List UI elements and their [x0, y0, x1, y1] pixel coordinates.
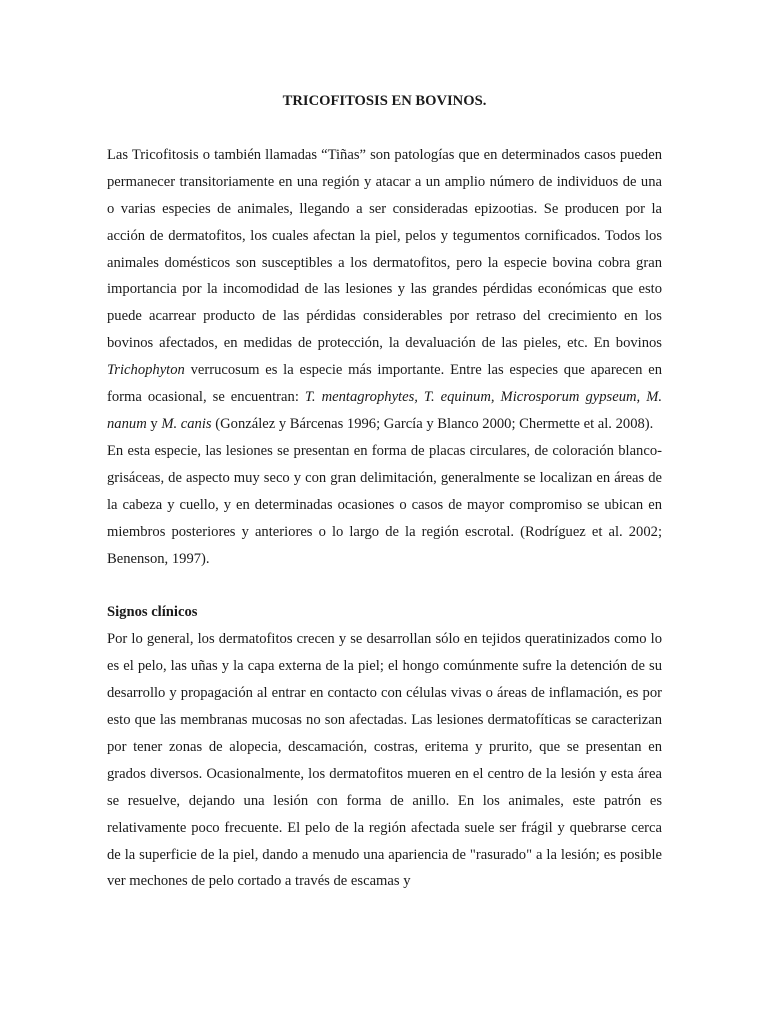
spacer — [107, 572, 662, 599]
paragraph-intro-text: Las Tricofitosis o también llamadas “Tiñas” son patologías que en determinados casos pueden permanecer transitoriamente en una región y atacar a un amplio número de individuos de una o varias especies de animales, llegando a ser consideradas epizootias. Se producen por la acción de dermatofitos, los cuales afectan la piel, pelos y tegumentos cornificados. Todos los animales domésticos son susceptibles a los dermatofitos, pero la especie bovina cobra gran importancia por la incomodidad de las lesiones y las grandes pérdidas económicas que esto puede acarrear producto de las pérdidas considerables por retraso del crecimiento en los bovinos afectados, en medidas de protección, la devaluación de las pieles, etc. En bovinos — [107, 146, 662, 352]
species-list: T. mentagrophytes, T. equinum, Microsporum gypseum, M. nanum — [107, 389, 663, 432]
paragraph-clinical-signs: Por lo general, los dermatofitos crecen y se desarrollan sólo en tejidos queratinizados como lo es el pelo, las uñas y la capa externa de la piel; el hongo comúnmente sufre la detención de su desarrollo y propagación al entrar en contacto con células vivas o áreas de inflamación, es por esto que las membranas mucosas no son afectadas. Las lesiones dermatofíticas se caracterizan por tener zonas de alopecia, descamación, costras, eritema y prurito, que se presentan en grados diversos. Ocasionalmente, los dermatofitos mueren en el centro de la lesión y esta área se resuelve, dejando una lesión con forma de anillo. En los animales, este patrón es relativamente poco frecuente. El pelo de la región afectada suele ser frágil y quebrarse cerca de la superficie de la piel, dando a menudo una apariencia de "rasurado" a la lesión; es posible ver mechones de pelo cortado a través de escamas y — [107, 631, 662, 890]
document-page — [107, 86, 662, 895]
paragraph-lesions: En esta especie, las lesiones se presentan en forma de placas circulares, de coloración blanco-grisáceas, de aspecto muy seco y con gran delimitación, generalmente se localizan en áreas de la cabeza y cuello, y en determinadas ocasiones o casos de mayor compromiso se ubican en miembros posteriores y anteriores o lo largo de la región escrotal. (Rodríguez et al. 2002; Benenson, 1997). — [107, 442, 662, 567]
section-heading: Signos clínicos — [107, 604, 198, 621]
paragraph-intro — [107, 142, 662, 438]
species-name: M. canis — [161, 415, 212, 432]
species-name: Trichophyton — [107, 362, 185, 379]
document-title: TRICOFITOSIS EN BOVINOS. — [282, 93, 487, 109]
conjunction-text: y — [146, 415, 162, 432]
paragraph-intro-text: verrucosum es la especie más importante. Entre las especies que aparecen en forma ocasional, se encuentran: — [107, 362, 662, 406]
citation-text: (González y Bárcenas 1996; García y Blanco 2000; Chermette et al. 2008). — [211, 415, 654, 432]
spacer — [107, 115, 662, 142]
